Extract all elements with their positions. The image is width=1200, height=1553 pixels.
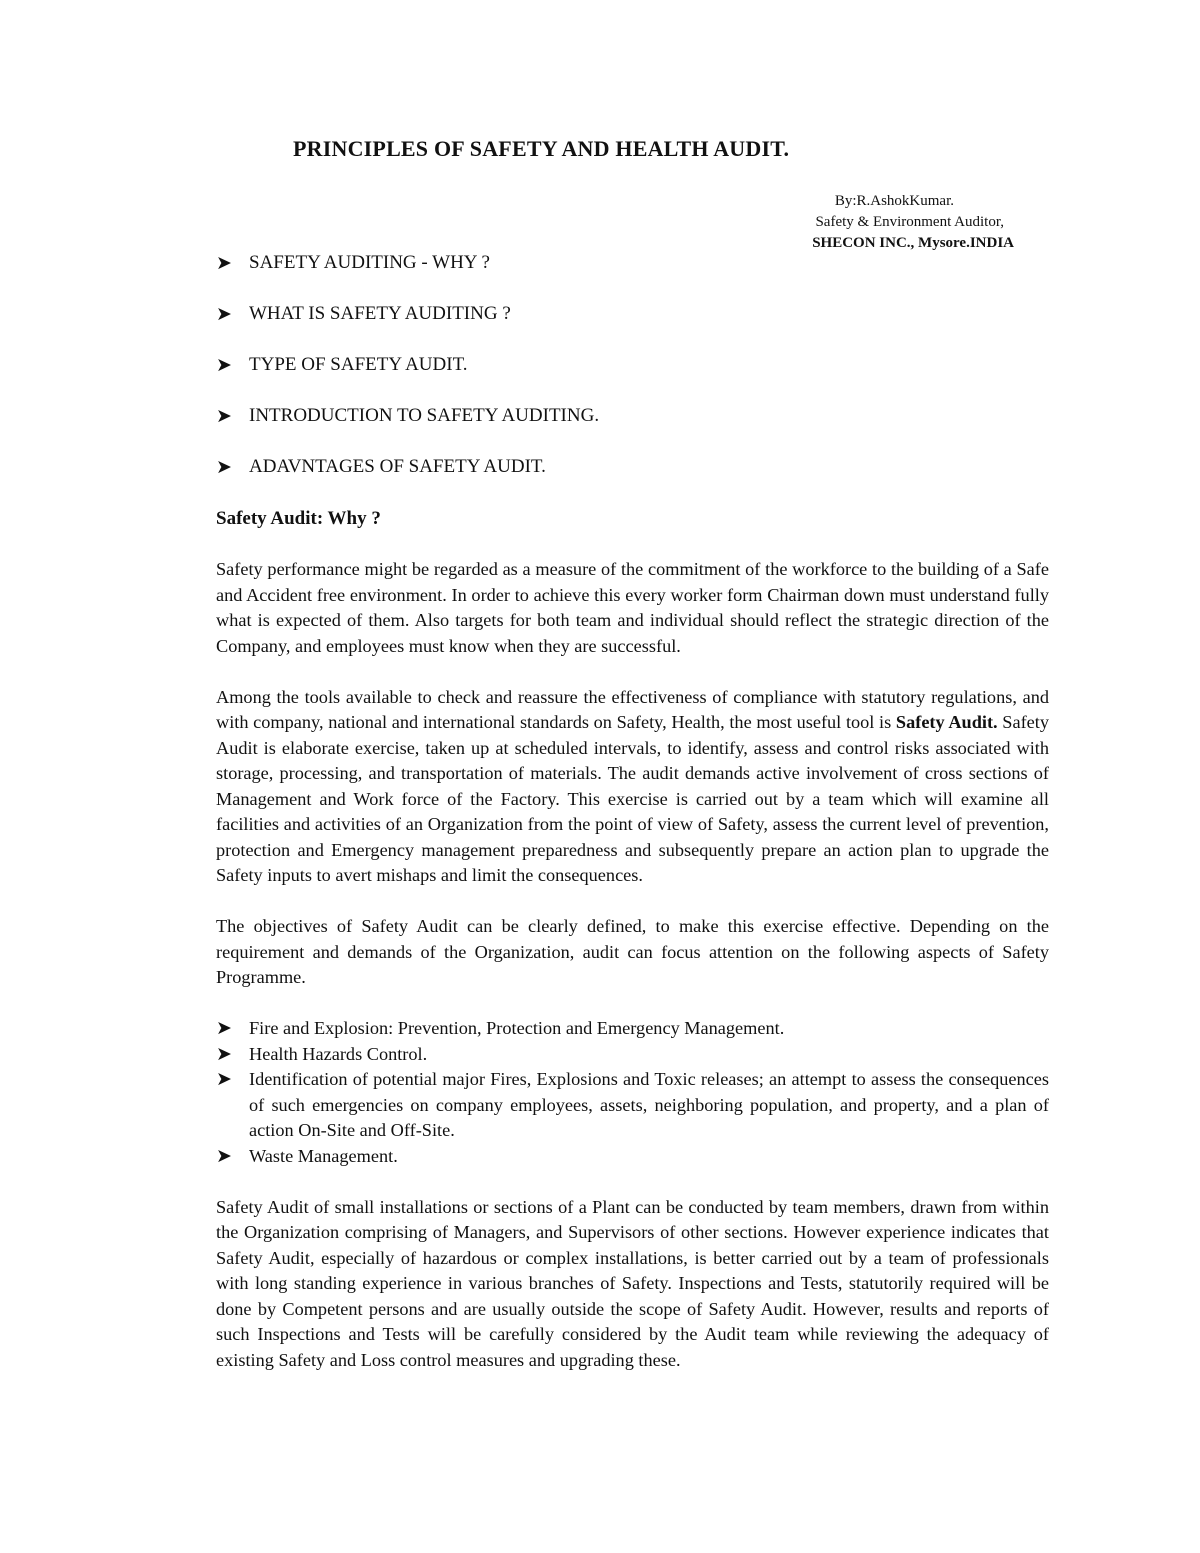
aspect-item (216, 1144, 1049, 1170)
aspects-list (216, 1016, 1049, 1169)
paragraph-performance: Safety performance might be regarded as a measure of the commitment of the workforce to the building of a Safe and Accident free environment. In order to achieve this every worker form Chairman down must understand fully what is expected of them. Also targets for both team and individual should reflect the strategic direction of the Company, and employees must know when they are successful. (216, 559, 1049, 656)
emphasis-text: Safety Audit. (895, 712, 998, 732)
document-title: PRINCIPLES OF SAFETY AND HEALTH AUDIT. (293, 136, 790, 161)
topic-label: TYPE OF SAFETY AUDIT. (249, 354, 468, 375)
topic-item (216, 303, 916, 354)
arrow-bullet-icon: ➤ (216, 304, 232, 325)
topic-label: WHAT IS SAFETY AUDITING ? (249, 303, 511, 324)
paragraph-tools (216, 685, 1049, 889)
paragraph-audit-team: Safety Audit of small installations or sections of a Plant can be conducted by team members, drawn from within the Organization comprising of Managers, and Supervisors of other sections. However experience indicates that Safety Audit, especially of hazardous or complex installations, is better carried out by a team of professionals with long standing experience in various branches of Safety. Inspections and Tests, statutorily required will be done by Competent persons and are usually outside the scope of Safety Audit. However, results and reports of such Inspections and Tests will be carefully considered by the Audit team while reviewing the adequacy of existing Safety and Loss control measures and upgrading these. (216, 1196, 1049, 1370)
paragraph-text: Among the tools available to check and reassure the effectiveness of compliance with statutory regulations, and with company, national and international standards on Safety, Health, the most useful tool is (216, 686, 1049, 732)
topics-list (216, 252, 916, 507)
arrow-bullet-icon: ➤ (216, 406, 232, 427)
arrow-bullet-icon: ➤ (216, 355, 232, 376)
topic-item (216, 252, 916, 303)
document-body (216, 506, 1049, 1399)
aspect-text: Waste Management. (249, 1145, 398, 1166)
aspect-text: Fire and Explosion: Prevention, Protection and Emergency Management. (249, 1018, 785, 1038)
topic-label: SAFETY AUDITING - WHY ? (249, 252, 490, 273)
author-organization: SHECON INC., Mysore.INDIA (812, 235, 1014, 251)
aspect-item (216, 1067, 1049, 1144)
arrow-bullet-icon: ➤ (216, 1145, 232, 1167)
author-name: By:R.AshokKumar. (834, 193, 954, 209)
paragraph-text: Safety Audit is elaborate exercise, taken up at scheduled intervals, to identify, assess and control risks associated with storage, processing, and transportation of materials. The audit demands active involvement of cross sections of Management and Work force of the Factory. This exercise is carried out by a team which will examine all facilities and activities of an Organization from the point of view of Safety, assess the current level of prevention, protection and Emergency management preparedness and subsequently prepare an action plan to upgrade the Safety inputs to avert mishaps and limit the consequences. (216, 712, 1049, 885)
arrow-bullet-icon: ➤ (216, 253, 232, 274)
aspect-text: Identification of potential major Fires, Explosions and Toxic releases; an attempt to assess the consequences of such emergencies on company employees, assets, neighboring population, and property, and a plan of action On-Site and Off-Site. (249, 1069, 1049, 1140)
topic-label: INTRODUCTION TO SAFETY AUDITING. (249, 405, 600, 426)
aspect-item (216, 1016, 1049, 1042)
arrow-bullet-icon: ➤ (216, 1069, 232, 1090)
topic-item (216, 405, 916, 456)
topic-item (216, 456, 916, 507)
arrow-bullet-icon: ➤ (216, 1018, 232, 1039)
section-heading: Safety Audit: Why ? (216, 508, 381, 529)
author-byline (694, 191, 1014, 254)
topic-label: ADAVNTAGES OF SAFETY AUDIT. (249, 456, 546, 477)
author-role: Safety & Environment Auditor, (815, 214, 1004, 230)
aspect-item (216, 1042, 1049, 1068)
topic-item (216, 354, 916, 405)
arrow-bullet-icon: ➤ (216, 457, 232, 478)
arrow-bullet-icon: ➤ (216, 1043, 232, 1065)
paragraph-objectives: The objectives of Safety Audit can be clearly defined, to make this exercise effective. Depending on the requirement and demands of the Organization, audit can focus attention on the following aspects of Safety Programme. (216, 916, 1049, 987)
aspect-text: Health Hazards Control. (249, 1043, 428, 1064)
